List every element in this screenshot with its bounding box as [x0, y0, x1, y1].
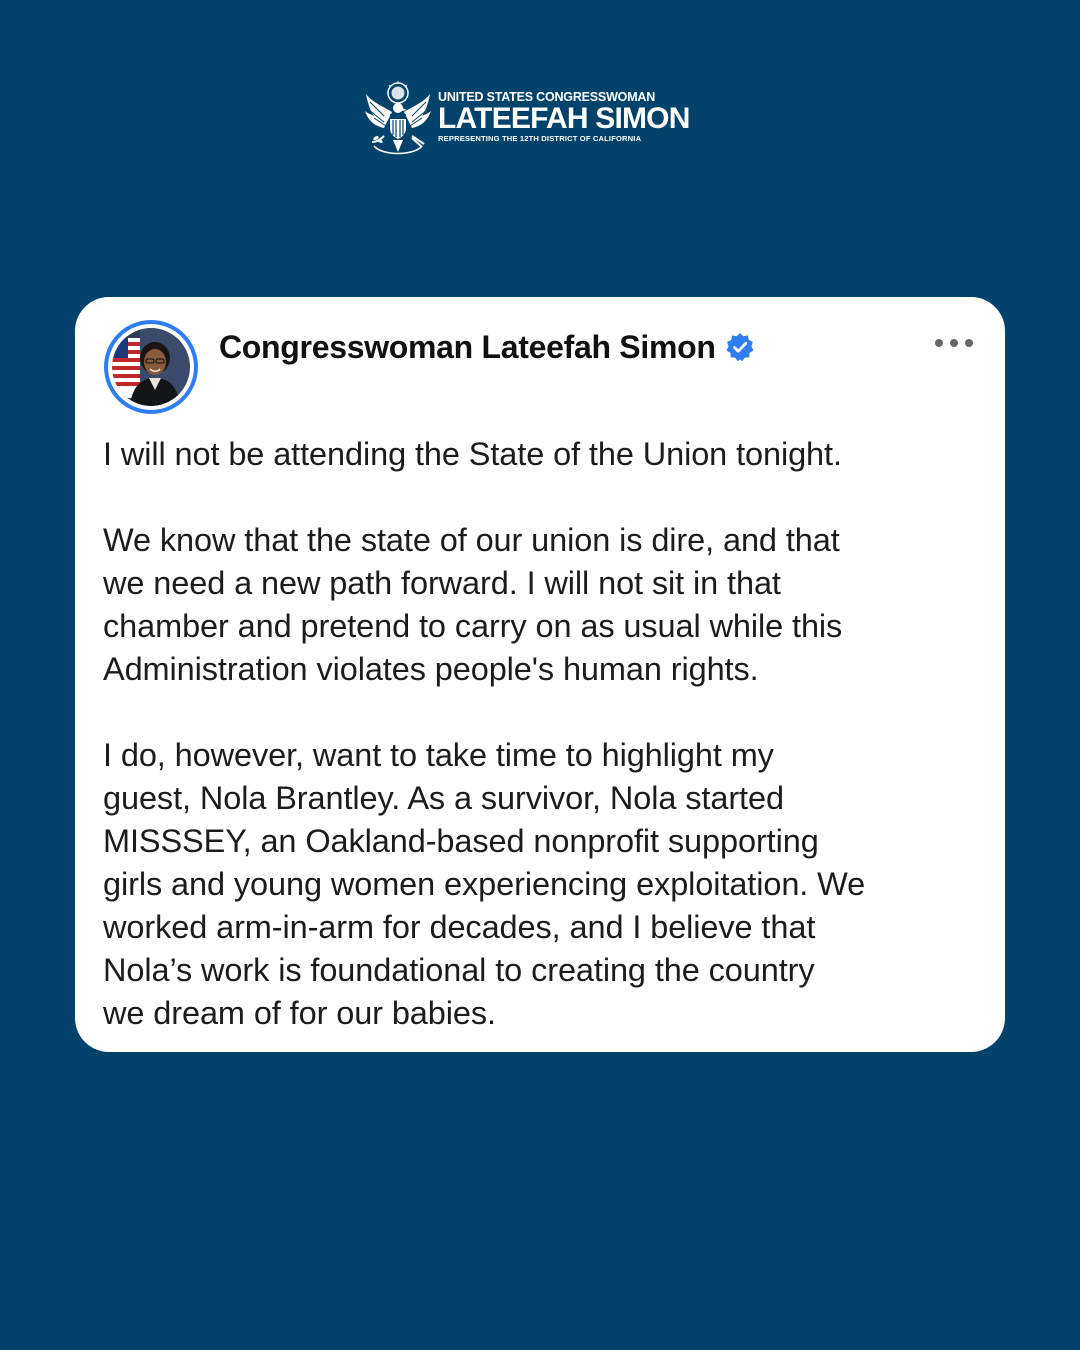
post-body — [103, 433, 983, 1035]
post-paragraph: I will not be attending the State of the Union tonight. — [103, 436, 842, 472]
logo-name-line: LATEEFAH SIMON — [438, 102, 690, 135]
author-name[interactable]: Congresswoman Lateefah Simon — [219, 328, 716, 365]
post-card — [75, 297, 1005, 1052]
author-row — [219, 327, 755, 367]
header-logo — [362, 80, 722, 160]
profile-photo-icon — [112, 328, 190, 406]
logo-subtitle-line: REPRESENTING THE 12TH DISTRICT OF CALIFORNIA — [438, 134, 642, 143]
eagle-seal-icon — [362, 80, 432, 158]
verified-badge-icon — [725, 332, 755, 362]
avatar[interactable] — [104, 320, 198, 414]
more-options-icon[interactable] — [932, 333, 976, 353]
post-paragraph: We know that the state of our union is dire, and that we need a new path forward. I will not sit in that chamber and pretend to carry on as usual while this Administration violates people's human rights. — [103, 522, 843, 687]
logo-title-line: UNITED STATES CONGRESSWOMAN — [438, 90, 656, 104]
avatar-border — [108, 324, 194, 410]
post-paragraph: I do, however, want to take time to highlight my guest, Nola Brantley. As a survivor, Nola started MISSSEY, an Oakland-based nonprofit supporting girls and young women experiencing exploitation. We worked arm-in-arm for decades, and I believe that Nola’s work is foundational to creating the country we dream of for our babies. — [103, 737, 866, 1031]
logo-text — [438, 90, 690, 144]
